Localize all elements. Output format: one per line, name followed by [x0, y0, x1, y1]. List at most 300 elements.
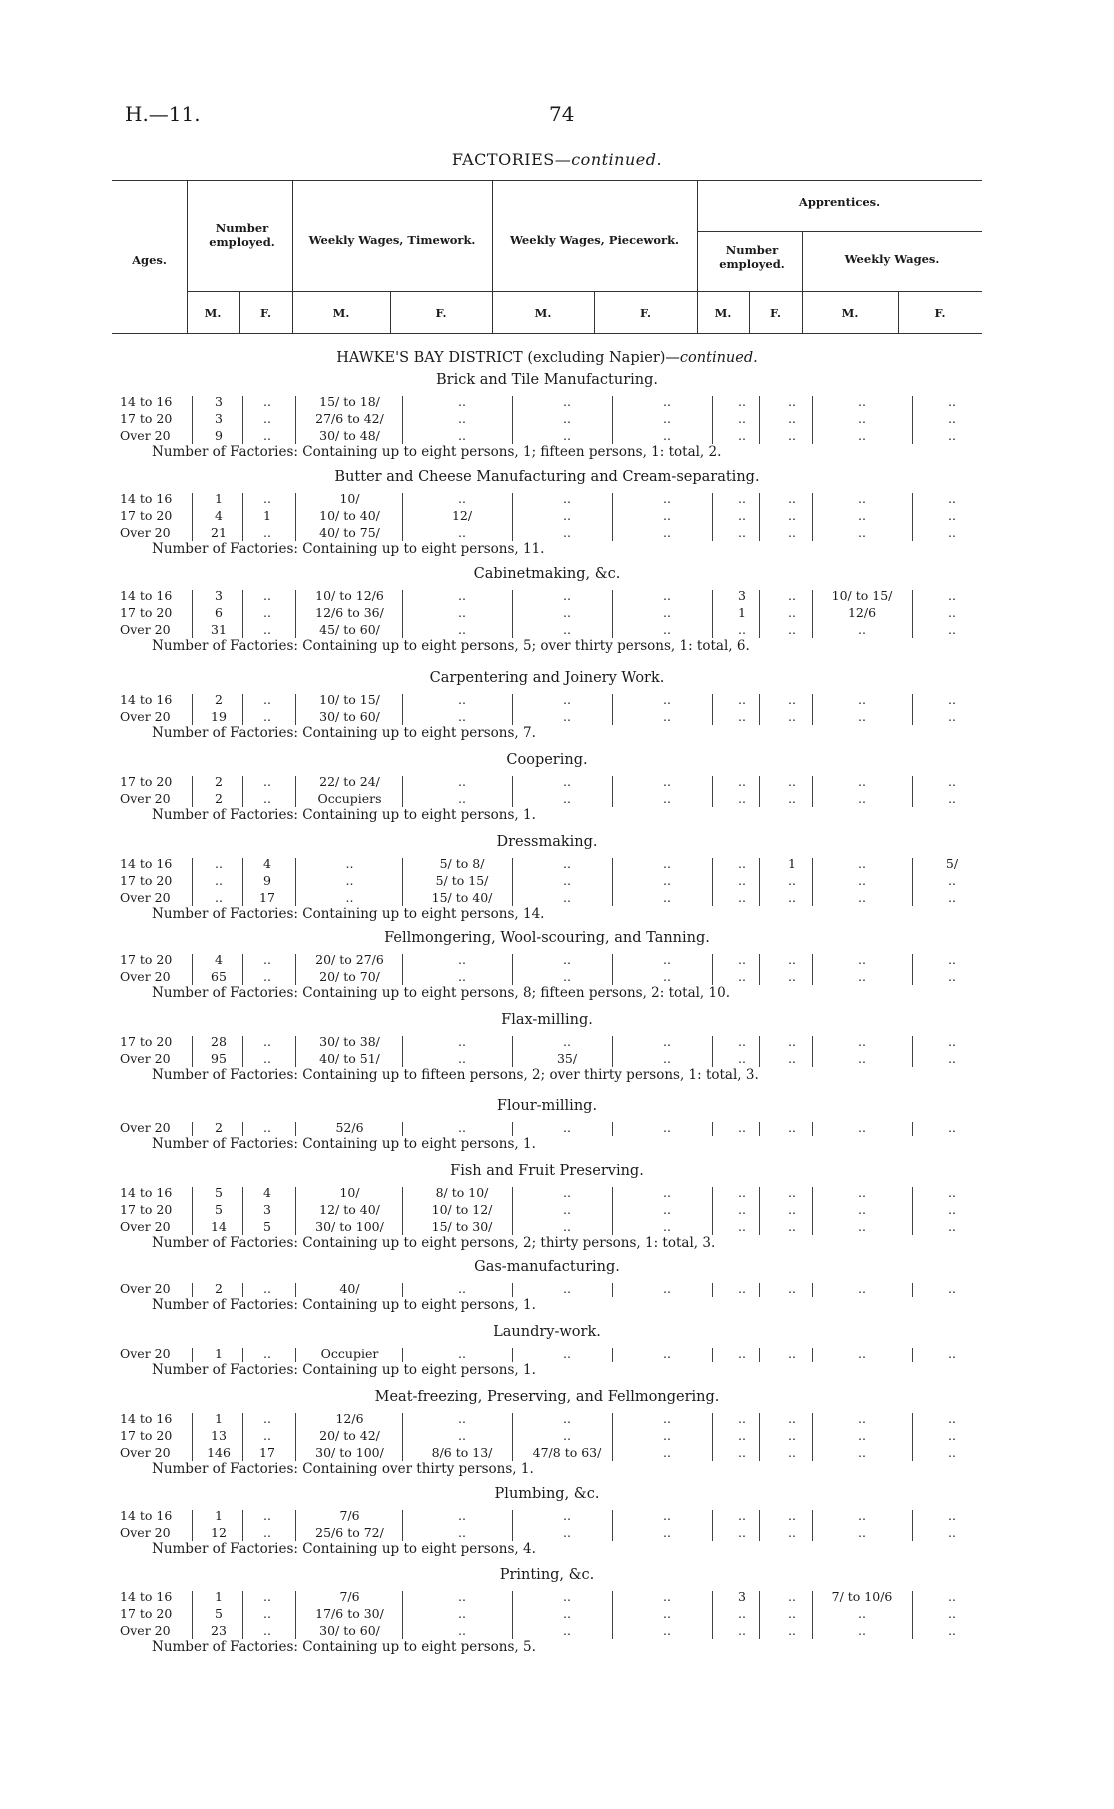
cell-age: Over 20: [120, 1281, 171, 1296]
column-rule: [512, 1187, 513, 1235]
column-rule: [612, 954, 613, 985]
cell-timework-m: 30/ to 48/: [319, 428, 380, 443]
cell-apprentice-m: ..: [738, 1185, 746, 1200]
cell-apprentice-wage-f: ..: [948, 1445, 956, 1460]
column-rule: [242, 493, 243, 541]
cell-apprentice-wage-f: ..: [948, 1185, 956, 1200]
cell-age: 17 to 20: [120, 508, 173, 523]
factories-note: Number of Factories: Containing up to eight persons, 7.: [152, 725, 536, 741]
cell-timework-m: 12/6: [335, 1411, 364, 1426]
cell-piecework-f: ..: [663, 774, 671, 789]
cell-piecework-m: ..: [563, 1202, 571, 1217]
column-rule: [912, 396, 913, 444]
column-rule: [612, 1591, 613, 1639]
cell-timework-m: 40/ to 75/: [319, 525, 380, 540]
cell-apprentice-m: 1: [738, 605, 746, 620]
cell-apprentice-wage-m: ..: [858, 1525, 866, 1540]
cell-timework-m: 27/6 to 42/: [315, 411, 384, 426]
cell-piecework-m: ..: [563, 428, 571, 443]
section-title: Cabinetmaking, &c.: [473, 566, 621, 582]
column-rule: [402, 776, 403, 807]
cell-timework-m: 22/ to 24/: [319, 774, 380, 789]
cell-f-employed: ..: [263, 411, 271, 426]
column-rule: [295, 858, 296, 906]
column-rule: [712, 1187, 713, 1235]
column-rule: [402, 1510, 403, 1541]
column-rule: [242, 858, 243, 906]
column-rule: [812, 694, 813, 725]
column-rule: [712, 776, 713, 807]
page-title-text: FACTORIES: [451, 150, 555, 169]
cell-apprentice-f: ..: [788, 1445, 796, 1460]
factories-note: Number of Factories: Containing up to eight persons, 1; fifteen persons, 1: total, 2.: [152, 444, 722, 460]
column-rule: [295, 776, 296, 807]
column-rule: [512, 694, 513, 725]
cell-m-employed: ..: [215, 856, 223, 871]
cell-apprentice-f: ..: [788, 692, 796, 707]
cell-apprentice-f: ..: [788, 1606, 796, 1621]
cell-apprentice-wage-m: ..: [858, 791, 866, 806]
column-rule: [712, 493, 713, 541]
column-rule: [912, 493, 913, 541]
cell-age: 17 to 20: [120, 1034, 173, 1049]
column-rule: [402, 396, 403, 444]
cell-f-employed: ..: [263, 692, 271, 707]
cell-f-employed: 17: [259, 890, 275, 905]
cell-apprentice-wage-f: ..: [948, 525, 956, 540]
column-rule: [512, 1348, 513, 1362]
column-rule: [912, 1187, 913, 1235]
column-rule: [812, 396, 813, 444]
cell-piecework-m: ..: [563, 605, 571, 620]
cell-piecework-m: ..: [563, 508, 571, 523]
table-header: [112, 180, 982, 334]
column-rule: [912, 590, 913, 638]
cell-age: 14 to 16: [120, 692, 173, 707]
cell-apprentice-m: ..: [738, 622, 746, 637]
column-rule: [759, 1348, 760, 1362]
cell-timework-f: ..: [458, 428, 466, 443]
factories-note: Number of Factories: Containing up to eight persons, 8; fifteen persons, 2: total, 10.: [152, 985, 730, 1001]
cell-apprentice-wage-m: ..: [858, 508, 866, 523]
cell-m-employed: 5: [215, 1185, 223, 1200]
cell-apprentice-wage-m: ..: [858, 856, 866, 871]
column-rule: [812, 1510, 813, 1541]
cell-piecework-m: ..: [563, 1219, 571, 1234]
column-rule: [812, 1187, 813, 1235]
cell-apprentice-f: ..: [788, 1120, 796, 1135]
column-rule: [242, 1591, 243, 1639]
cell-age: 14 to 16: [120, 394, 173, 409]
cell-apprentice-wage-m: ..: [858, 1428, 866, 1443]
cell-timework-f: ..: [458, 1508, 466, 1523]
column-rule: [512, 1122, 513, 1136]
cell-timework-m: 40/ to 51/: [319, 1051, 380, 1066]
cell-piecework-f: ..: [663, 1445, 671, 1460]
column-rule: [712, 396, 713, 444]
column-rule: [912, 1036, 913, 1067]
cell-apprentice-wage-f: ..: [948, 1281, 956, 1296]
column-rule: [812, 1348, 813, 1362]
cell-apprentice-f: ..: [788, 411, 796, 426]
cell-apprentice-wage-m: ..: [858, 709, 866, 724]
cell-timework-f: 8/6 to 13/: [431, 1445, 493, 1460]
cell-timework-f: 10/ to 12/: [431, 1202, 493, 1217]
column-rule: [712, 694, 713, 725]
cell-timework-f: ..: [458, 774, 466, 789]
cell-timework-m: Occupier: [320, 1346, 379, 1361]
column-rule: [612, 694, 613, 725]
cell-apprentice-wage-m: ..: [858, 411, 866, 426]
column-rule: [912, 1413, 913, 1461]
column-rule: [612, 1510, 613, 1541]
header-number-employed: Number employed.: [209, 221, 275, 249]
column-rule: [712, 1510, 713, 1541]
column-rule: [295, 954, 296, 985]
cell-apprentice-f: ..: [788, 1051, 796, 1066]
column-rule: [192, 396, 193, 444]
cell-piecework-f: ..: [663, 1525, 671, 1540]
cell-piecework-f: ..: [663, 508, 671, 523]
cell-piecework-m: ..: [563, 394, 571, 409]
cell-age: 17 to 20: [120, 873, 173, 888]
cell-timework-f: ..: [458, 1281, 466, 1296]
cell-m-employed: 1: [215, 1508, 223, 1523]
section-title: Fish and Fruit Preserving.: [450, 1163, 644, 1179]
cell-m-employed: 4: [215, 508, 223, 523]
cell-piecework-m: ..: [563, 774, 571, 789]
cell-f-employed: ..: [263, 1428, 271, 1443]
cell-f-employed: ..: [263, 1281, 271, 1296]
cell-apprentice-f: ..: [788, 428, 796, 443]
cell-apprentice-wage-f: ..: [948, 622, 956, 637]
column-rule: [512, 493, 513, 541]
cell-apprentice-m: ..: [738, 890, 746, 905]
column-rule: [192, 493, 193, 541]
column-rule: [192, 1283, 193, 1297]
cell-apprentice-f: ..: [788, 394, 796, 409]
cell-piecework-m: ..: [563, 1411, 571, 1426]
cell-m-employed: 2: [215, 774, 223, 789]
cell-apprentice-f: ..: [788, 491, 796, 506]
cell-age: 17 to 20: [120, 952, 173, 967]
column-rule: [295, 1122, 296, 1136]
cell-timework-m: 10/: [339, 1185, 360, 1200]
factories-note: Number of Factories: Containing up to fifteen persons, 2; over thirty persons, 1: total, 3.: [152, 1067, 759, 1083]
cell-timework-m: ..: [345, 856, 354, 871]
cell-timework-f: ..: [458, 605, 466, 620]
cell-apprentice-f: ..: [788, 1508, 796, 1523]
cell-apprentice-m: ..: [738, 774, 746, 789]
cell-m-employed: 2: [215, 1281, 223, 1296]
cell-m-employed: 1: [215, 1346, 223, 1361]
cell-timework-f: ..: [458, 1120, 466, 1135]
cell-piecework-f: ..: [663, 1120, 671, 1135]
section-title: Printing, &c.: [499, 1567, 595, 1583]
cell-apprentice-wage-f: ..: [948, 1034, 956, 1049]
cell-apprentice-f: ..: [788, 791, 796, 806]
column-rule: [192, 1348, 193, 1362]
cell-piecework-f: ..: [663, 1428, 671, 1443]
section-title: Fellmongering, Wool-scouring, and Tanning.: [384, 930, 710, 946]
cell-apprentice-m: ..: [738, 525, 746, 540]
cell-age: 17 to 20: [120, 605, 173, 620]
column-rule: [192, 1591, 193, 1639]
cell-m-employed: 21: [211, 525, 227, 540]
header-f: F.: [934, 306, 946, 320]
cell-apprentice-m: ..: [738, 1606, 746, 1621]
cell-timework-f: 15/ to 40/: [431, 890, 493, 905]
cell-age: 14 to 16: [120, 491, 173, 506]
cell-apprentice-wage-f: ..: [948, 1589, 956, 1604]
cell-apprentice-wage-m: ..: [858, 952, 866, 967]
section-title: Flour-milling.: [496, 1098, 598, 1114]
cell-timework-m: 10/: [339, 491, 360, 506]
cell-apprentice-m: ..: [738, 508, 746, 523]
column-rule: [812, 1036, 813, 1067]
cell-apprentice-wage-f: 5/: [945, 856, 959, 871]
cell-timework-f: ..: [458, 1606, 466, 1621]
cell-timework-f: ..: [458, 791, 466, 806]
column-rule: [912, 1348, 913, 1362]
cell-timework-f: ..: [458, 692, 466, 707]
cell-piecework-m: ..: [563, 525, 571, 540]
column-rule: [402, 1348, 403, 1362]
column-rule: [912, 694, 913, 725]
column-rule: [812, 590, 813, 638]
cell-apprentice-wage-m: 10/ to 15/: [831, 588, 893, 603]
column-rule: [512, 1036, 513, 1067]
column-rule: [812, 776, 813, 807]
column-rule: [812, 1413, 813, 1461]
cell-f-employed: 3: [263, 1202, 271, 1217]
cell-timework-m: 10/ to 12/6: [315, 588, 384, 603]
column-rule: [192, 1187, 193, 1235]
section-title: Laundry-work.: [493, 1324, 601, 1340]
cell-apprentice-wage-f: ..: [948, 1202, 956, 1217]
column-rule: [402, 1122, 403, 1136]
column-rule: [402, 954, 403, 985]
cell-apprentice-wage-f: ..: [948, 588, 956, 603]
column-rule: [512, 776, 513, 807]
cell-age: Over 20: [120, 1445, 171, 1460]
cell-m-employed: 14: [211, 1219, 227, 1234]
cell-piecework-m: ..: [563, 1346, 571, 1361]
cell-apprentice-f: ..: [788, 1589, 796, 1604]
cell-piecework-m: ..: [563, 856, 571, 871]
cell-apprentice-f: ..: [788, 1219, 796, 1234]
cell-timework-m: 20/ to 70/: [319, 969, 380, 984]
cell-f-employed: ..: [263, 1525, 271, 1540]
cell-apprentice-wage-f: ..: [948, 1428, 956, 1443]
cell-m-employed: 28: [211, 1034, 227, 1049]
cell-timework-m: 20/ to 27/6: [315, 952, 384, 967]
column-rule: [242, 1187, 243, 1235]
header-f: F.: [769, 306, 781, 320]
page-number: 74: [549, 102, 575, 126]
column-rule: [295, 1187, 296, 1235]
cell-apprentice-m: ..: [738, 873, 746, 888]
cell-m-employed: 95: [211, 1051, 227, 1066]
cell-apprentice-m: ..: [738, 791, 746, 806]
cell-piecework-f: ..: [663, 1034, 671, 1049]
column-rule: [759, 1413, 760, 1461]
column-rule: [192, 858, 193, 906]
column-rule: [402, 1036, 403, 1067]
cell-age: 14 to 16: [120, 1411, 173, 1426]
cell-apprentice-wage-f: ..: [948, 491, 956, 506]
cell-piecework-f: ..: [663, 428, 671, 443]
column-rule: [759, 1591, 760, 1639]
cell-f-employed: ..: [263, 622, 271, 637]
cell-apprentice-m: ..: [738, 1051, 746, 1066]
cell-timework-f: ..: [458, 1525, 466, 1540]
column-rule: [192, 1510, 193, 1541]
cell-m-employed: 31: [211, 622, 227, 637]
header-m: M.: [841, 306, 859, 320]
header-weekly-wages-timework: Weekly Wages, Timework.: [308, 233, 476, 247]
cell-m-employed: 2: [215, 692, 223, 707]
cell-piecework-m: ..: [563, 791, 571, 806]
cell-timework-f: ..: [458, 1034, 466, 1049]
cell-piecework-f: ..: [663, 969, 671, 984]
cell-apprentice-m: ..: [738, 969, 746, 984]
cell-piecework-f: ..: [663, 1219, 671, 1234]
cell-piecework-f: ..: [663, 525, 671, 540]
column-rule: [402, 1591, 403, 1639]
column-rule: [295, 590, 296, 638]
column-rule: [612, 590, 613, 638]
section-title: Carpentering and Joinery Work.: [429, 670, 665, 686]
column-rule: [759, 954, 760, 985]
cell-piecework-f: ..: [663, 791, 671, 806]
cell-piecework-f: ..: [663, 1346, 671, 1361]
column-rule: [759, 1036, 760, 1067]
cell-piecework-m: ..: [563, 873, 571, 888]
cell-apprentice-m: ..: [738, 428, 746, 443]
column-rule: [759, 493, 760, 541]
cell-timework-m: 17/6 to 30/: [315, 1606, 384, 1621]
section-title: Dressmaking.: [496, 834, 598, 850]
cell-piecework-m: ..: [563, 622, 571, 637]
column-rule: [242, 1283, 243, 1297]
cell-piecework-f: ..: [663, 394, 671, 409]
cell-timework-m: 40/: [339, 1281, 360, 1296]
cell-timework-m: 12/6 to 36/: [315, 605, 384, 620]
cell-apprentice-wage-f: ..: [948, 873, 956, 888]
cell-m-employed: 65: [211, 969, 227, 984]
section-title: Flax-milling.: [501, 1012, 593, 1028]
cell-m-employed: 19: [211, 709, 227, 724]
cell-apprentice-f: ..: [788, 774, 796, 789]
cell-timework-f: ..: [458, 588, 466, 603]
cell-apprentice-m: ..: [738, 692, 746, 707]
cell-apprentice-m: ..: [738, 1346, 746, 1361]
cell-age: Over 20: [120, 428, 171, 443]
cell-piecework-f: ..: [663, 605, 671, 620]
cell-m-employed: 3: [215, 394, 223, 409]
cell-piecework-m: ..: [563, 1589, 571, 1604]
column-rule: [242, 954, 243, 985]
column-rule: [912, 1122, 913, 1136]
cell-piecework-m: ..: [563, 709, 571, 724]
column-rule: [812, 1283, 813, 1297]
column-rule: [712, 1283, 713, 1297]
header-m: M.: [714, 306, 732, 320]
cell-timework-f: 12/: [451, 508, 473, 523]
cell-apprentice-wage-m: ..: [858, 1508, 866, 1523]
cell-timework-f: ..: [458, 1589, 466, 1604]
cell-apprentice-wage-m: ..: [858, 1346, 866, 1361]
cell-timework-f: 8/ to 10/: [435, 1185, 489, 1200]
cell-apprentice-wage-m: ..: [858, 1202, 866, 1217]
factories-note: Number of Factories: Containing up to eight persons, 14.: [152, 906, 545, 922]
cell-apprentice-wage-m: ..: [858, 394, 866, 409]
cell-timework-f: ..: [458, 952, 466, 967]
cell-f-employed: ..: [263, 969, 271, 984]
column-rule: [759, 590, 760, 638]
cell-f-employed: ..: [263, 1508, 271, 1523]
cell-age: Over 20: [120, 709, 171, 724]
column-rule: [812, 493, 813, 541]
cell-apprentice-wage-m: ..: [858, 692, 866, 707]
cell-apprentice-f: ..: [788, 525, 796, 540]
cell-piecework-m: ..: [563, 692, 571, 707]
cell-apprentice-wage-m: ..: [858, 1606, 866, 1621]
header-apprentices: Apprentices.: [798, 195, 881, 209]
cell-apprentice-wage-m: ..: [858, 1623, 866, 1638]
cell-age: 14 to 16: [120, 1508, 173, 1523]
column-rule: [402, 493, 403, 541]
column-rule: [192, 1413, 193, 1461]
cell-apprentice-wage-f: ..: [948, 605, 956, 620]
cell-apprentice-wage-m: ..: [858, 622, 866, 637]
cell-apprentice-wage-m: ..: [858, 969, 866, 984]
cell-apprentice-wage-f: ..: [948, 952, 956, 967]
cell-piecework-m: ..: [563, 1525, 571, 1540]
cell-age: Over 20: [120, 1051, 171, 1066]
cell-apprentice-m: ..: [738, 1034, 746, 1049]
column-rule: [712, 858, 713, 906]
column-rule: [192, 694, 193, 725]
cell-piecework-f: ..: [663, 491, 671, 506]
cell-apprentice-wage-m: ..: [858, 873, 866, 888]
factories-note: Number of Factories: Containing up to eight persons, 1.: [152, 1362, 536, 1378]
column-rule: [242, 1122, 243, 1136]
cell-apprentice-f: ..: [788, 890, 796, 905]
column-rule: [712, 1413, 713, 1461]
cell-m-employed: 3: [215, 411, 223, 426]
cell-piecework-f: ..: [663, 1202, 671, 1217]
cell-apprentice-f: ..: [788, 1411, 796, 1426]
cell-timework-m: 7/6: [339, 1508, 360, 1523]
cell-apprentice-m: ..: [738, 394, 746, 409]
cell-m-employed: 146: [207, 1445, 231, 1460]
section-title: Brick and Tile Manufacturing.: [435, 372, 659, 388]
column-rule: [192, 590, 193, 638]
cell-age: 14 to 16: [120, 1185, 173, 1200]
column-rule: [612, 396, 613, 444]
cell-age: 14 to 16: [120, 856, 173, 871]
column-rule: [712, 954, 713, 985]
cell-f-employed: ..: [263, 491, 271, 506]
column-rule: [512, 1283, 513, 1297]
column-rule: [759, 396, 760, 444]
column-rule: [295, 1591, 296, 1639]
cell-m-employed: 4: [215, 952, 223, 967]
cell-apprentice-m: ..: [738, 1623, 746, 1638]
cell-m-employed: ..: [215, 890, 223, 905]
